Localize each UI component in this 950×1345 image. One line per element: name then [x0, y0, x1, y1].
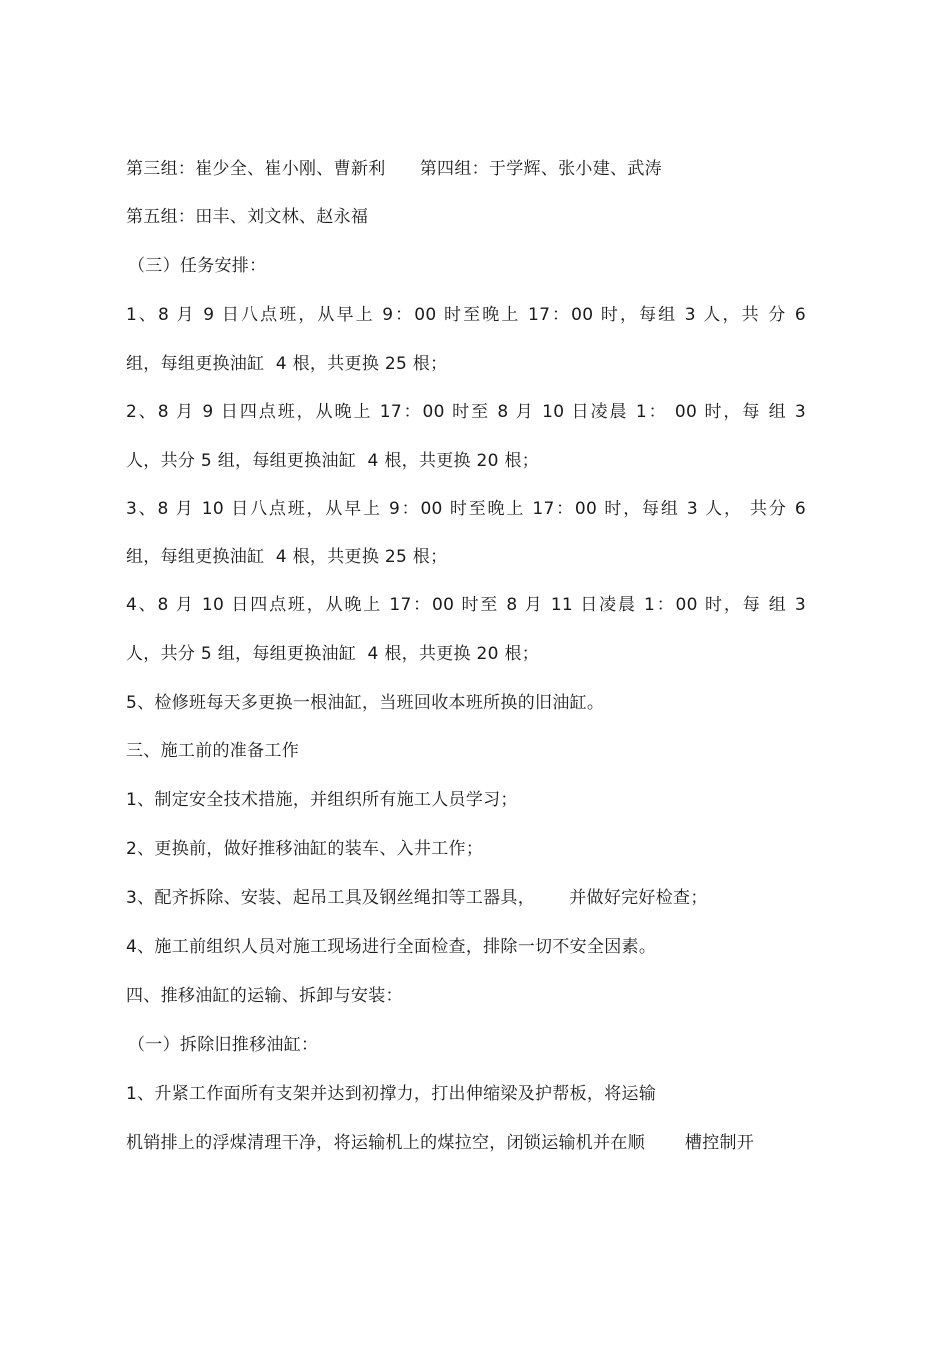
heading-task-arrangement: （三）任务安排：: [128, 256, 267, 276]
text-line-remove-1a: 1、升紧工作面所有支架并达到初撑力，打出伸缩梁及护帮板，将运输: [126, 1084, 657, 1104]
text-line-task-1b: 组，每组更换油缸 4 根，共更换 25 根；: [126, 354, 448, 374]
text-line-group-5: 第五组：田丰、刘文林、赵永福: [126, 207, 369, 227]
text-line-task-3a: 3、8 月 10 日八点班，从早上 9：00 时至晚上 17：00 时，每组 3 人， 共分 6: [126, 499, 806, 519]
text-line-prep-4: 4、施工前组织人员对施工现场进行全面检查，排除一切不安全因素。: [126, 937, 657, 957]
text-line-task-2b: 人，共分 5 组，每组更换油缸 4 根，共更换 20 根；: [126, 451, 540, 471]
text-line-remove-1b: 机销排上的浮煤清理干净，将运输机上的煤拉空，闭锁运输机并在顺 槽控制开: [126, 1133, 755, 1153]
heading-preparation: 三、施工前的准备工作: [126, 741, 299, 761]
text-line-prep-3: 3、配齐拆除、安装、起吊工具及钢丝绳扣等工器具， 并做好完好检查；: [126, 888, 708, 908]
text-line-task-3b: 组，每组更换油缸 4 根，共更换 25 根；: [126, 547, 448, 567]
heading-remove-old-cylinder: （一）拆除旧推移油缸：: [128, 1035, 319, 1055]
text-line-task-4b: 人，共分 5 组，每组更换油缸 4 根，共更换 20 根；: [126, 644, 540, 664]
text-line-prep-2: 2、更换前，做好推移油缸的装车、入井工作；: [126, 839, 484, 859]
text-line-task-1a: 1、8 月 9 日八点班，从早上 9：00 时至晚上 17：00 时，每组 3 人，共 分 6: [126, 305, 806, 325]
text-line-group-3-4: 第三组：崔少全、崔小刚、曹新利 第四组：于学辉、张小建、武涛: [126, 159, 662, 179]
heading-cylinder-transport: 四、推移油缸的运输、拆卸与安装：: [126, 986, 403, 1006]
text-line-task-2a: 2、8 月 9 日四点班，从晚上 17：00 时至 8 月 10 日凌晨 1： 00 时，每 组 3: [126, 402, 806, 422]
text-line-prep-1: 1、制定安全技术措施，并组织所有施工人员学习；: [126, 790, 518, 810]
text-line-task-4a: 4、8 月 10 日四点班，从晚上 17：00 时至 8 月 11 日凌晨 1：00 时，每 组 3: [126, 595, 806, 615]
text-line-task-5: 5、检修班每天多更换一根油缸，当班回收本班所换的旧油缸。: [126, 693, 605, 713]
